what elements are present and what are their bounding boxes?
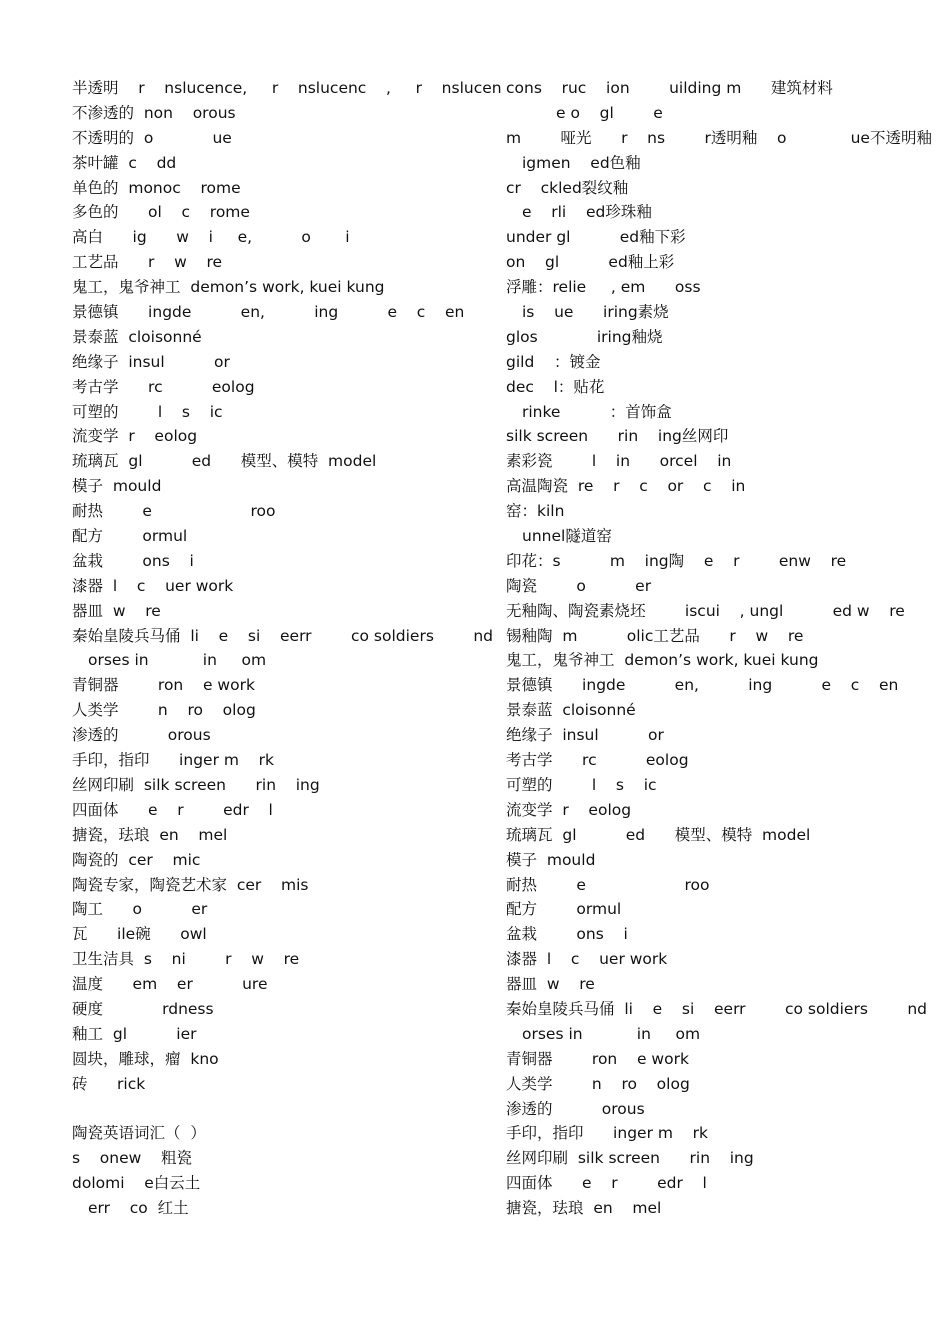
- glossary-line: 茶叶罐 c dd: [72, 153, 177, 172]
- glossary-line: err co 红土: [88, 1199, 189, 1218]
- glossary-line: cons ruc ion uilding m 建筑材料: [506, 79, 833, 97]
- glossary-line: 景德镇 ingde en, ing e c en: [72, 303, 465, 322]
- glossary-line: 模子 mould: [506, 850, 596, 869]
- glossary-line: 流变学 r eolog: [72, 427, 198, 446]
- glossary-line: 四面体 e r edr l: [506, 1174, 707, 1193]
- glossary-line: 可塑的 l s ic: [506, 775, 657, 794]
- glossary-line: 温度 em er ure: [72, 975, 268, 994]
- glossary-line: 模子 mould: [72, 477, 162, 496]
- glossary-line: 窑：kiln: [506, 502, 565, 521]
- glossary-line: s onew 粗瓷: [72, 1149, 193, 1168]
- glossary-line: 鬼工，鬼爷神工 demon’s work, kuei kung: [506, 651, 819, 670]
- glossary-line: 搪瓷，珐琅 en mel: [506, 1199, 662, 1218]
- left-column: [72, 76, 500, 1221]
- glossary-line: dolomi e白云土: [72, 1174, 201, 1193]
- glossary-line: igmen ed色釉: [522, 153, 641, 172]
- glossary-line: 人类学 n ro olog: [72, 701, 256, 720]
- glossary-line: 手印，指印 inger m rk: [506, 1124, 709, 1143]
- glossary-line: 绝缘子 insul or: [72, 352, 230, 371]
- glossary-line: 配方 ormul: [506, 900, 622, 919]
- glossary-line: 渗透的 orous: [72, 726, 211, 745]
- glossary-line: 鬼工，鬼爷神工 demon’s work, kuei kung: [72, 278, 385, 297]
- glossary-line: 丝网印刷 silk screen rin ing: [506, 1149, 754, 1168]
- glossary-line: 丝网印刷 silk screen rin ing: [72, 775, 320, 794]
- glossary-line: 单色的 monoc rome: [72, 178, 241, 197]
- glossary-line: 琉璃瓦 gl ed 模型、模特 model: [72, 452, 377, 471]
- glossary-line: 硬度 rdness: [72, 999, 214, 1018]
- glossary-line: 青铜器 ron e work: [506, 1049, 689, 1068]
- glossary-line: 陶瓷 o er: [506, 576, 652, 595]
- glossary-line: 耐热 e roo: [72, 502, 276, 521]
- glossary-line: 秦始皇陵兵马俑 li e si eerr co soldiers nd: [506, 999, 927, 1018]
- glossary-line: 高白 ig w i e, o i: [72, 228, 350, 247]
- glossary-line: 釉工 gl ier: [72, 1024, 197, 1043]
- glossary-line: 陶工 o er: [72, 900, 208, 919]
- glossary-line: cr ckled裂纹釉: [506, 178, 629, 197]
- glossary-line: rinke ：首饰盒: [522, 402, 672, 421]
- glossary-line: 陶瓷专家，陶瓷艺术家 cer mis: [72, 875, 309, 894]
- glossary-line: 绝缘子 insul or: [506, 726, 664, 745]
- glossary-line: 瓦 ile碗 owl: [72, 925, 207, 944]
- glossary-line: 可塑的 l s ic: [72, 402, 223, 421]
- glossary-line: e o gl e: [556, 103, 663, 122]
- glossary-line: 景泰蓝 cloisonné: [506, 701, 636, 720]
- glossary-line: 漆器 l c uer work: [506, 950, 668, 969]
- glossary-line: 手印，指印 inger m rk: [72, 751, 275, 770]
- glossary-line: 陶瓷英语词汇（ ）: [72, 1124, 206, 1143]
- glossary-line: 工艺品 r w re: [72, 253, 223, 272]
- glossary-line: 秦始皇陵兵马俑 li e si eerr co soldiers nd: [72, 626, 493, 645]
- glossary-line: on gl ed釉上彩: [506, 253, 675, 272]
- glossary-line: silk screen rin ing丝网印: [506, 427, 729, 446]
- glossary-line: 素彩瓷 l in orcel in: [506, 452, 732, 471]
- glossary-line: 渗透的 orous: [506, 1099, 645, 1118]
- glossary-line: 锡釉陶 m olic工艺品 r w re: [506, 626, 804, 645]
- glossary-line: dec l：贴花: [506, 377, 605, 396]
- glossary-line: 青铜器 ron e work: [72, 676, 255, 695]
- glossary-line: 半透明 r nslucence, r nslucenc , r nslucen: [72, 79, 502, 97]
- glossary-line: 印花：s m ing陶 e r enw re: [506, 551, 847, 570]
- glossary-line: glos iring釉烧: [506, 327, 663, 346]
- glossary-line: orses in in om: [522, 1024, 701, 1043]
- glossary-line: 人类学 n ro olog: [506, 1074, 690, 1093]
- glossary-line: 配方 ormul: [72, 527, 188, 546]
- right-column: [506, 76, 932, 1221]
- glossary-line: 陶瓷的 cer mic: [72, 850, 201, 869]
- glossary-line: 器皿 w re: [506, 975, 595, 994]
- glossary-line: 卫生洁具 s ni r w re: [72, 950, 300, 969]
- glossary-line: 琉璃瓦 gl ed 模型、模特 model: [506, 825, 811, 844]
- glossary-line: 不渗透的 non orous: [72, 103, 236, 122]
- glossary-line: orses in in om: [88, 651, 267, 670]
- glossary-line: 耐热 e roo: [506, 875, 710, 894]
- glossary-line: unnel隧道窑: [522, 527, 612, 546]
- glossary-line: m 哑光 r ns r透明釉 o ue不透明釉: [506, 128, 932, 147]
- glossary-line: 搪瓷，珐琅 en mel: [72, 825, 228, 844]
- glossary-line: 不透明的 o ue: [72, 128, 232, 147]
- glossary-line: 景德镇 ingde en, ing e c en: [506, 676, 899, 695]
- glossary-line: under gl ed釉下彩: [506, 228, 686, 247]
- glossary-line: gild ：镀金: [506, 352, 601, 371]
- glossary-line: 四面体 e r edr l: [72, 800, 273, 819]
- glossary-line: 漆器 l c uer work: [72, 576, 234, 595]
- glossary-line: 考古学 rc eolog: [506, 751, 689, 770]
- glossary-line: 多色的 ol c rome: [72, 203, 250, 222]
- glossary-line: 圆块，雕球，瘤 kno: [72, 1049, 219, 1068]
- glossary-line: is ue iring素烧: [522, 303, 669, 322]
- glossary-line: 砖 rick: [72, 1074, 146, 1093]
- glossary-line: 无釉陶、陶瓷素烧坯 iscui , ungl ed w re: [506, 601, 905, 620]
- glossary-line: 器皿 w re: [72, 601, 161, 620]
- glossary-line: 浮雕：relie , em oss: [506, 278, 701, 297]
- glossary-line: 高温陶瓷 re r c or c in: [506, 477, 746, 496]
- glossary-line: 景泰蓝 cloisonné: [72, 327, 202, 346]
- glossary-line: e rli ed珍珠釉: [522, 203, 652, 222]
- spacer-line: [72, 1097, 500, 1122]
- glossary-line: 流变学 r eolog: [506, 800, 632, 819]
- glossary-line: 盆栽 ons i: [72, 551, 194, 570]
- glossary-line: 考古学 rc eolog: [72, 377, 255, 396]
- glossary-line: 盆栽 ons i: [506, 925, 628, 944]
